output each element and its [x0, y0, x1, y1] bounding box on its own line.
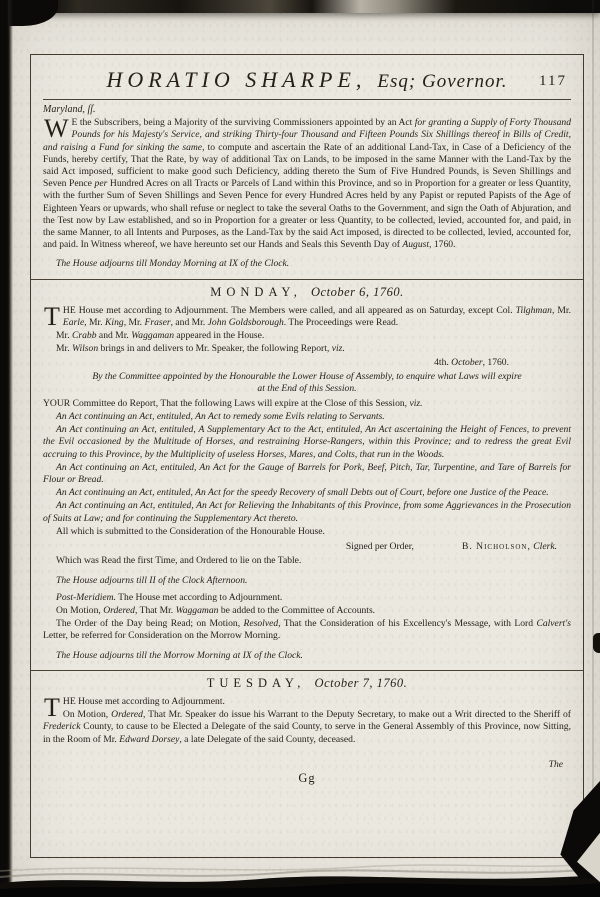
text-segment: Post-Meridiem. — [56, 591, 116, 603]
text-segment: for granting a Supply of Forty Thousand Pounds for his Majesty's Service, and striking Thirty-four Thousand and Fifteen Pounds Six Shillings thereof in Bills of Credit, and raising a Fund for sinking the same, — [43, 117, 571, 153]
paragraph-order-of-day — [43, 618, 571, 642]
paragraph-frederick-writ — [43, 709, 571, 746]
day-date-monday: October 6, 1760. — [311, 284, 404, 299]
text-segment: Waggaman — [131, 330, 175, 342]
text-segment: Fraser — [144, 317, 171, 329]
gathering-signature-mark: Gg — [298, 770, 316, 785]
report-caption: By the Committee appointed by the Honourable the Lower House of Assembly, to enquire what Laws will expire at the End of this Session. — [92, 370, 522, 394]
day-name-tuesday: TUESDAY, — [206, 675, 306, 690]
scan-artifact-left-edge — [0, 0, 13, 897]
text-segment: viz. — [331, 343, 345, 355]
paragraph-crabb-waggaman — [43, 330, 571, 342]
text-segment: , Mr. — [123, 317, 145, 329]
text-segment: brings in and delivers to Mr. Speaker, the following Report, — [98, 343, 332, 355]
paragraph-read-first-time: Which was Read the first Time, and Ordered to lie on the Table. — [56, 555, 302, 567]
paragraph-submitted: All which is submitted to the Consideration of the Honourable House. — [56, 525, 325, 537]
scan-artifact-right-edge-mark — [593, 633, 600, 653]
act-item-barrels: An Act continuing an Act, entituled, An Act for the Gauge of Barrels for Pork, Beef, Pitch, Tar, Turpentine, and Tare of Barrels for Flour or Bread. — [43, 461, 571, 486]
scan-artifact-top-edge — [0, 0, 600, 13]
text-segment: County, to cause to be Elected a Delegate of the said County, to serve in the General Assembly of this Province, now Sitting, in the Room of Mr. — [43, 721, 571, 745]
signature-row — [43, 541, 571, 553]
text-segment: On Motion, — [62, 709, 112, 721]
text-segment: Frederick — [43, 721, 81, 733]
section-label-maryland: Maryland, ſſ. — [43, 104, 96, 115]
section-divider-monday — [31, 279, 583, 280]
text-segment: , That Mr. Speaker do issue his Warrant to the Deputy Secretary, to make out a Writ directed to the Sheriff of — [142, 709, 571, 721]
clerk-title: Clerk. — [533, 541, 557, 553]
dropcap-w: W — [44, 114, 69, 144]
paragraph-house-met-text — [63, 305, 571, 328]
text-segment: E the Subscribers, being a Majority of the surviving Commissioners appointed by an Act — [71, 117, 415, 129]
act-item-servants: An Act continuing an Act, entituled, An Act to remedy some Evils relating to Servants. — [56, 411, 385, 423]
page-border-frame — [30, 54, 584, 858]
catchword: The — [548, 758, 563, 770]
act-item-fences: An Act continuing an Act, entituled, A Supplementary Act to the Act, entituled, An Act ascertaining the Height of Fences, to prevent the Evil occasioned by the Multitude of Horses, and restraining Horse-Rangers, within this Province; and to redress the great Evil accruing to this Province, by the Multiplicity of useless Horses, Mares, and Colts, that run in the Woods. — [43, 424, 571, 460]
governor-name: HORATIO SHARPE, — [106, 67, 367, 92]
text-segment: , 1760. — [482, 356, 509, 368]
paragraph-waggaman-accounts — [43, 605, 571, 617]
section-divider-tuesday — [31, 670, 583, 671]
text-segment: Letter, be referred for Consideration on the Morrow Morning. — [43, 630, 281, 642]
adjournment-line-two-oclock: The House adjourns till II of the Clock Afternoon. — [56, 574, 248, 586]
dropcap-t-tuesday: T — [44, 692, 60, 722]
day-name-monday: MONDAY, — [210, 284, 302, 299]
text-block — [43, 104, 571, 784]
heading-tuesday — [43, 677, 571, 689]
adjournment-line-morrow: The House adjourns till the Morrow Morning at IX of the Clock. — [56, 649, 303, 661]
text-segment: Resolved — [243, 618, 279, 630]
text-segment: Mr. — [56, 343, 72, 355]
text-segment: viz. — [409, 397, 423, 409]
text-segment: appeared in the House. — [174, 330, 265, 342]
text-segment: August, — [402, 239, 432, 251]
paragraph-post-meridiem — [43, 592, 571, 604]
text-segment: Mr. — [56, 330, 72, 342]
paragraph-wilson-report — [43, 343, 571, 355]
text-segment: to compute and ascertain the Rate of an additional Land-Tax, in Case of a Deficiency of the Funds, hereby certify, That the Rate, by way of additional Tax on Lands, to be imposed in the same Manner with the Land-Tax by the said Act imposed, sufficient to make good such Deficiency, adding thereto the Sum of Five Hundred Pounds, is Seven Shillings and Seven Pence — [43, 141, 571, 190]
governor-title: Esq; Governor. — [377, 71, 508, 92]
adjournment-line-saturday: The House adjourns till Monday Morning at IX of the Clock. — [56, 258, 290, 270]
header-rule — [43, 99, 571, 100]
text-segment: and Mr. — [96, 330, 132, 342]
text-segment: Edward Dorsey — [119, 733, 180, 745]
text-segment: 4th. — [434, 356, 452, 368]
text-segment: John Goldsborough — [207, 317, 284, 329]
page-number: 117 — [539, 73, 567, 89]
paragraph-your-committee — [43, 398, 571, 410]
text-segment: 1760. — [431, 239, 456, 251]
text-segment: Ordered — [103, 604, 135, 616]
paragraph-certificate — [43, 114, 571, 251]
text-segment: Ordered — [111, 709, 143, 721]
text-segment: The Order of the Day being Read; on Motion, — [56, 618, 244, 630]
clerk-signature — [462, 541, 557, 553]
text-segment: , That the Consideration of his Excellency's Message, with Lord — [278, 618, 537, 630]
text-segment: Calvert's — [536, 618, 571, 630]
act-item-suits-at-law: An Act continuing an Act, entituled, An Act for Relieving the Inhabitants of this Province, from some Aggrievances in the Prosecution of Suits at Law; and for continuing the Supplementary Act thereto. — [43, 500, 571, 524]
text-segment: , a late Delegate of the said County, deceased. — [179, 733, 356, 745]
running-head — [43, 60, 571, 96]
paragraph-certificate-text — [43, 114, 571, 251]
signed-per-order-label: Signed per Order, — [345, 541, 414, 553]
text-segment: per — [94, 178, 108, 190]
dropcap-t-monday: T — [44, 301, 60, 331]
text-segment: , Mr. — [84, 317, 106, 329]
text-segment: Crabb — [72, 330, 97, 342]
text-segment: On Motion, — [56, 604, 104, 616]
text-segment: , That Mr. — [134, 604, 176, 616]
day-date-tuesday: October 7, 1760. — [314, 675, 408, 690]
heading-monday — [43, 286, 571, 298]
text-segment: The House met according to Adjournment. — [115, 591, 283, 603]
text-segment: , and Mr. — [170, 317, 208, 329]
act-item-small-debts: An Act continuing an Act, entituled, An Act for the speedy Recovery of small Debts out of Court, before one Justice of the Peace. — [56, 487, 549, 499]
paragraph-house-met-tuesday-text: HE House met according to Adjournment. — [62, 695, 225, 707]
text-segment: HE House met according to Adjournment. The Members were called, and all appeared as on Saturday, except Col. — [62, 304, 516, 316]
text-segment: October — [451, 356, 483, 368]
text-segment: Wilson — [72, 343, 99, 355]
text-segment: King — [105, 317, 124, 329]
clerk-name: B. Nicholson, — [461, 541, 531, 553]
text-segment: . The Proceedings were Read. — [283, 317, 399, 329]
text-segment: Earle — [62, 317, 85, 329]
scan-artifact-right-fold-shadow — [592, 0, 594, 897]
text-segment: , Mr. — [551, 304, 571, 316]
paragraph-house-met-monday — [43, 301, 571, 331]
text-segment: YOUR Committee do Report, That the following Laws will expire at the Close of this Session, — [43, 397, 410, 409]
scan-artifact-bottom-edge — [0, 853, 600, 897]
text-segment: Hundred Acres on all Tracts or Parcels of Land within this Province, and so in Proportion for a greater or less Quantity, with the further Sum of Seven Shillings and Seven Pence for every Hundred Acres held by any Papist or reputed Papists of the Age of Eighteen Years or upwards, who shall refuse or neglect to take the several Oaths to the Government, and sign the Oath of Abjuration, and the Test now by Law established, and so in Proportion for a greater or less Quantity, to be collected, levied, accounted for, and paid, in the same Manner, to all Intents and Purposes, as the Land-Tax by the said Act imposed, is directed to be collected, levied, accounted for, and paid. In Witness whereof, we have hereunto set our Hands and Seals this Seventh Day of — [43, 178, 571, 251]
text-segment: Tilghman — [515, 304, 552, 316]
report-dateline — [43, 357, 571, 369]
text-segment: be added to the Committee of Accounts. — [218, 604, 376, 616]
text-segment: Waggaman — [175, 604, 219, 616]
